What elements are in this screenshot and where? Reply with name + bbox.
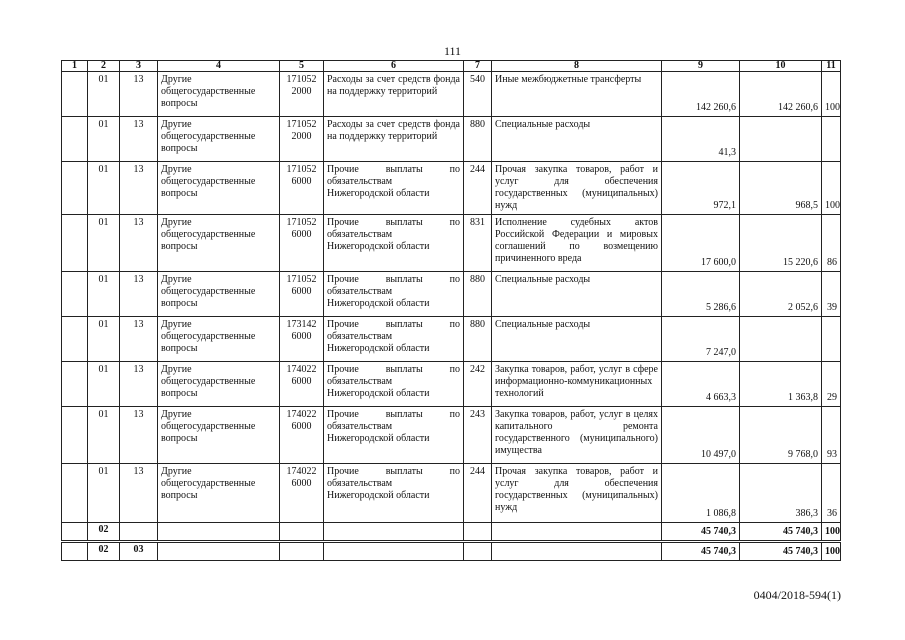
cell-planned: 1 086,8 <box>662 464 740 523</box>
cell-section-name: Другие общегосударственные вопросы <box>158 464 280 523</box>
cell-executed: 386,3 <box>740 464 822 523</box>
cell-section-name: Другие общегосударственные вопросы <box>158 407 280 464</box>
cell-expense-type-name: Закупка товаров, работ, услуг в сфере информационно-коммуникационных технологий <box>492 362 662 407</box>
cell-chapter: 02 <box>88 542 120 561</box>
cell-target-code: 174022 6000 <box>280 362 324 407</box>
cell-col1 <box>62 407 88 464</box>
cell-target-name: Прочие выплаты по обязательствам Нижегородской области <box>324 215 464 272</box>
column-header: 11 <box>822 61 841 72</box>
column-header: 3 <box>120 61 158 72</box>
cell-subsection: 13 <box>120 407 158 464</box>
cell-section-name: Другие общегосударственные вопросы <box>158 362 280 407</box>
cell-target-name: Прочие выплаты по обязательствам Нижегородской области <box>324 162 464 215</box>
cell-expense-type-name: Специальные расходы <box>492 317 662 362</box>
page-number: 111 <box>443 44 462 58</box>
cell-chapter: 01 <box>88 362 120 407</box>
cell-planned: 5 286,6 <box>662 272 740 317</box>
cell-expense-type-name: Прочая закупка товаров, работ и услуг для обеспечения государственных (муниципальных) нужд <box>492 162 662 215</box>
budget-table <box>61 60 841 561</box>
cell-col1 <box>62 272 88 317</box>
cell-target-name: Прочие выплаты по обязательствам Нижегородской области <box>324 317 464 362</box>
cell-executed: 1 363,8 <box>740 362 822 407</box>
cell-executed: 15 220,6 <box>740 215 822 272</box>
cell-subsection: 13 <box>120 215 158 272</box>
cell-expense-type <box>464 542 492 561</box>
total-row <box>62 523 841 542</box>
cell-executed <box>740 317 822 362</box>
cell-planned: 17 600,0 <box>662 215 740 272</box>
cell-section-name: Другие общегосударственные вопросы <box>158 72 280 117</box>
cell-percent: 39 <box>822 272 841 317</box>
cell-section-name: Другие общегосударственные вопросы <box>158 317 280 362</box>
column-header: 9 <box>662 61 740 72</box>
cell-expense-type: 243 <box>464 407 492 464</box>
cell-target-name <box>324 542 464 561</box>
cell-target-code: 174022 6000 <box>280 407 324 464</box>
cell-executed: 142 260,6 <box>740 72 822 117</box>
cell-col1 <box>62 464 88 523</box>
cell-subsection: 13 <box>120 362 158 407</box>
cell-chapter: 01 <box>88 407 120 464</box>
cell-planned: 41,3 <box>662 117 740 162</box>
cell-target-code <box>280 523 324 542</box>
cell-target-name: Прочие выплаты по обязательствам Нижегородской области <box>324 362 464 407</box>
cell-subsection: 13 <box>120 317 158 362</box>
cell-percent <box>822 317 841 362</box>
cell-percent <box>822 117 841 162</box>
cell-col1 <box>62 542 88 561</box>
cell-target-code: 171052 6000 <box>280 162 324 215</box>
cell-percent: 29 <box>822 362 841 407</box>
cell-percent: 36 <box>822 464 841 523</box>
cell-col1 <box>62 362 88 407</box>
cell-target-name: Расходы за счет средств фонда на поддержку территорий <box>324 117 464 162</box>
column-header: 7 <box>464 61 492 72</box>
table-row <box>62 117 841 162</box>
cell-subsection: 13 <box>120 72 158 117</box>
cell-target-code: 171052 2000 <box>280 117 324 162</box>
column-header: 10 <box>740 61 822 72</box>
table-row <box>62 317 841 362</box>
cell-col1 <box>62 117 88 162</box>
cell-col1 <box>62 317 88 362</box>
cell-chapter: 01 <box>88 464 120 523</box>
cell-executed <box>740 117 822 162</box>
cell-executed: 45 740,3 <box>740 542 822 561</box>
table-row <box>62 272 841 317</box>
total-row <box>62 542 841 561</box>
cell-chapter: 01 <box>88 317 120 362</box>
cell-section-name: Другие общегосударственные вопросы <box>158 272 280 317</box>
cell-target-code: 171052 6000 <box>280 272 324 317</box>
cell-chapter: 01 <box>88 162 120 215</box>
cell-target-code: 174022 6000 <box>280 464 324 523</box>
cell-target-name: Расходы за счет средств фонда на поддержку территорий <box>324 72 464 117</box>
cell-chapter: 01 <box>88 215 120 272</box>
cell-executed: 45 740,3 <box>740 523 822 542</box>
cell-percent: 100 <box>822 162 841 215</box>
cell-percent: 93 <box>822 407 841 464</box>
cell-executed: 968,5 <box>740 162 822 215</box>
table-row <box>62 362 841 407</box>
cell-expense-type: 244 <box>464 464 492 523</box>
cell-expense-type-name: Иные межбюджетные трансферты <box>492 72 662 117</box>
cell-expense-type-name: Исполнение судебных актов Российской Федерации и мировых соглашений по возмещению причиненного вреда <box>492 215 662 272</box>
cell-planned: 10 497,0 <box>662 407 740 464</box>
header-row <box>62 61 841 72</box>
cell-planned: 45 740,3 <box>662 523 740 542</box>
cell-expense-type: 540 <box>464 72 492 117</box>
cell-target-name: Прочие выплаты по обязательствам Нижегородской области <box>324 407 464 464</box>
cell-section-name: Другие общегосударственные вопросы <box>158 162 280 215</box>
cell-target-code: 171052 6000 <box>280 215 324 272</box>
cell-subsection: 03 <box>120 542 158 561</box>
cell-chapter: 01 <box>88 272 120 317</box>
cell-percent: 100 <box>822 523 841 542</box>
table-row <box>62 162 841 215</box>
document-code: 0404/2018-594(1) <box>753 588 841 602</box>
cell-executed: 9 768,0 <box>740 407 822 464</box>
cell-expense-type: 831 <box>464 215 492 272</box>
cell-expense-type-name: Прочая закупка товаров, работ и услуг для обеспечения государственных (муниципальных) нужд <box>492 464 662 523</box>
cell-expense-type-name <box>492 542 662 561</box>
cell-expense-type: 880 <box>464 317 492 362</box>
cell-subsection: 13 <box>120 464 158 523</box>
cell-expense-type: 880 <box>464 272 492 317</box>
cell-target-code: 173142 6000 <box>280 317 324 362</box>
cell-target-code <box>280 542 324 561</box>
cell-subsection: 13 <box>120 117 158 162</box>
cell-percent: 86 <box>822 215 841 272</box>
cell-planned: 45 740,3 <box>662 542 740 561</box>
cell-section-name <box>158 523 280 542</box>
column-header: 6 <box>324 61 464 72</box>
cell-percent: 100 <box>822 542 841 561</box>
cell-expense-type-name: Специальные расходы <box>492 272 662 317</box>
cell-chapter: 01 <box>88 117 120 162</box>
cell-target-name <box>324 523 464 542</box>
cell-expense-type: 242 <box>464 362 492 407</box>
cell-col1 <box>62 215 88 272</box>
cell-target-code: 171052 2000 <box>280 72 324 117</box>
cell-expense-type <box>464 523 492 542</box>
cell-col1 <box>62 72 88 117</box>
cell-col1 <box>62 523 88 542</box>
cell-chapter: 01 <box>88 72 120 117</box>
column-header: 4 <box>158 61 280 72</box>
cell-chapter: 02 <box>88 523 120 542</box>
table-row <box>62 215 841 272</box>
cell-subsection: 13 <box>120 162 158 215</box>
cell-section-name <box>158 542 280 561</box>
cell-expense-type: 880 <box>464 117 492 162</box>
cell-expense-type-name: Закупка товаров, работ, услуг в целях капитального ремонта государственного (муниципального) имущества <box>492 407 662 464</box>
cell-expense-type-name: Специальные расходы <box>492 117 662 162</box>
cell-target-name: Прочие выплаты по обязательствам Нижегородской области <box>324 272 464 317</box>
cell-expense-type: 244 <box>464 162 492 215</box>
cell-col1 <box>62 162 88 215</box>
cell-planned: 7 247,0 <box>662 317 740 362</box>
table-row <box>62 464 841 523</box>
column-header: 2 <box>88 61 120 72</box>
cell-section-name: Другие общегосударственные вопросы <box>158 215 280 272</box>
column-header: 8 <box>492 61 662 72</box>
cell-planned: 142 260,6 <box>662 72 740 117</box>
column-header: 5 <box>280 61 324 72</box>
column-header: 1 <box>62 61 88 72</box>
cell-subsection: 13 <box>120 272 158 317</box>
cell-expense-type-name <box>492 523 662 542</box>
cell-planned: 4 663,3 <box>662 362 740 407</box>
table-row <box>62 72 841 117</box>
cell-section-name: Другие общегосударственные вопросы <box>158 117 280 162</box>
cell-subsection <box>120 523 158 542</box>
cell-percent: 100 <box>822 72 841 117</box>
cell-target-name: Прочие выплаты по обязательствам Нижегородской области <box>324 464 464 523</box>
table-row <box>62 407 841 464</box>
cell-executed: 2 052,6 <box>740 272 822 317</box>
cell-planned: 972,1 <box>662 162 740 215</box>
